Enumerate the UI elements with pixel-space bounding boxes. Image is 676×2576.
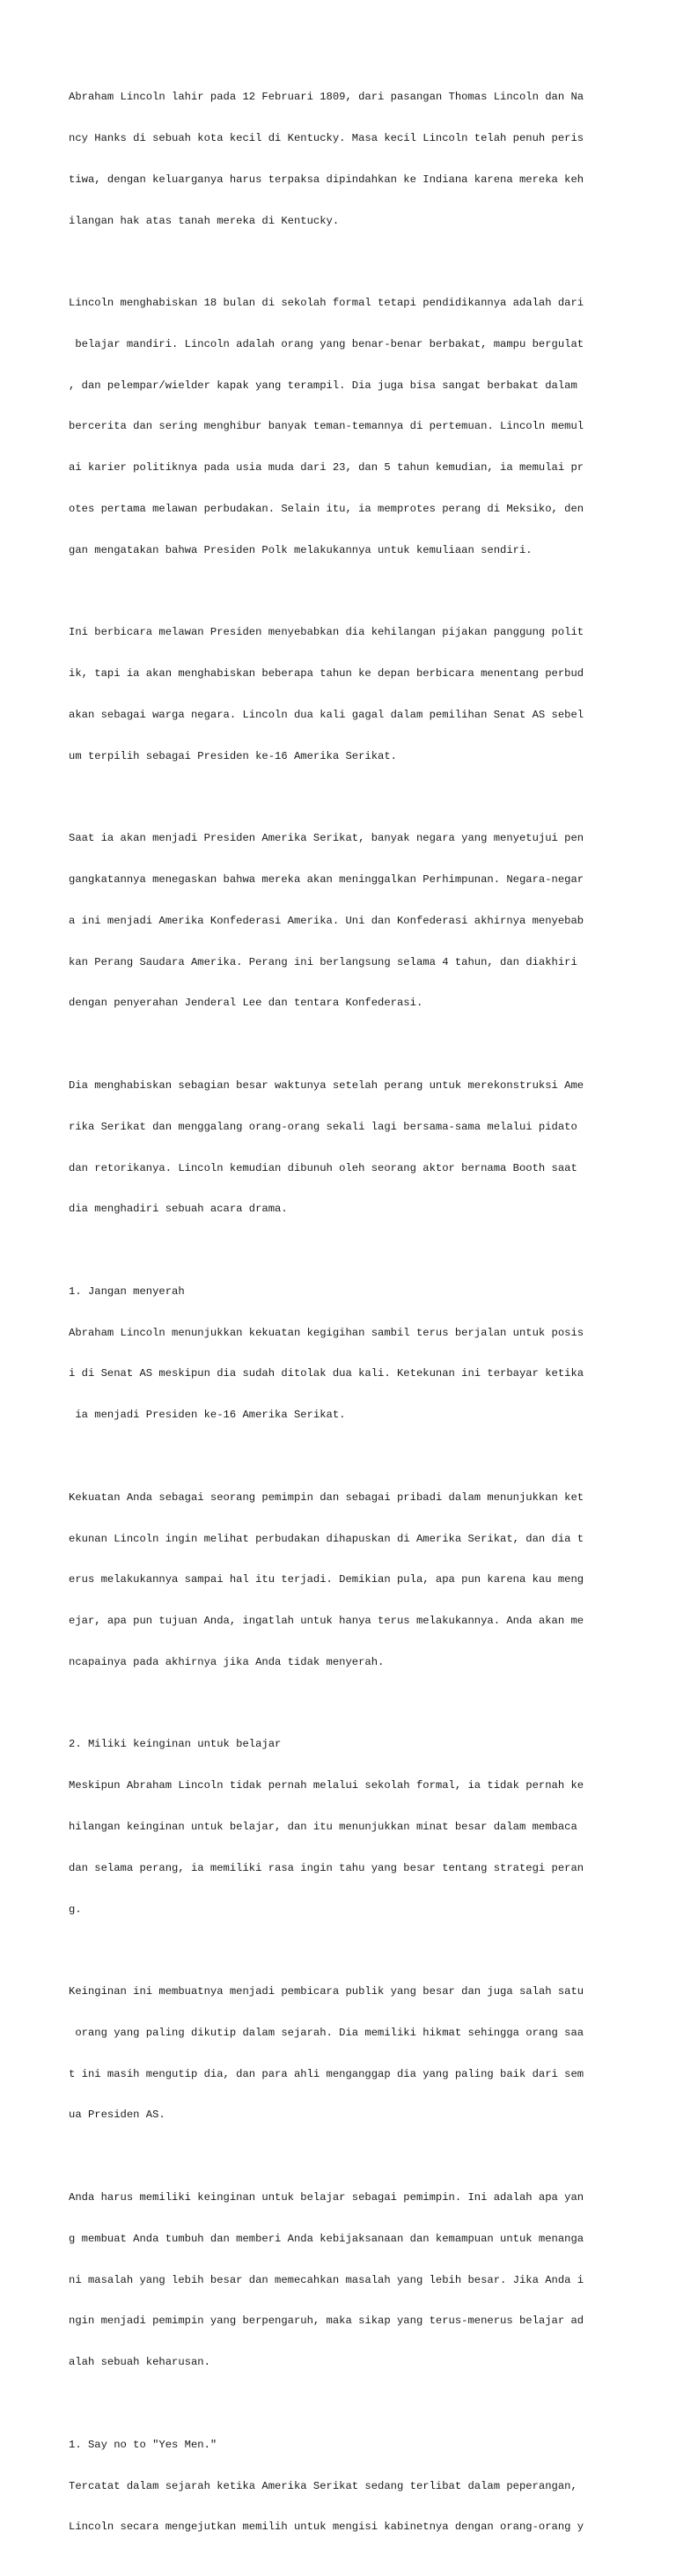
text-line: kan Perang Saudara Amerika. Perang ini berlangsung selama 4 tahun, dan diakhiri <box>69 955 577 968</box>
text-line: Abraham Lincoln menunjukkan kekuatan kegigihan sambil terus berjalan untuk posis <box>69 1326 584 1339</box>
text-line: Kekuatan Anda sebagai seorang pemimpin dan sebagai pribadi dalam menunjukkan ket <box>69 1490 584 1504</box>
text-line: ni masalah yang lebih besar dan memecahkan masalah yang lebih besar. Jika Anda i <box>69 2273 584 2286</box>
paragraph-lesson-2-learning <box>69 1711 614 1944</box>
text-line: Lincoln secara mengejutkan memilih untuk mengisi kabinetnya dengan orang-orang y <box>69 2521 584 2534</box>
text-line: g. <box>69 1903 82 1916</box>
text-line: ik, tapi ia akan menghabiskan beberapa tahun ke depan berbicara menentang perbud <box>69 667 584 681</box>
paragraph-lesson-yes-men <box>69 2411 614 2563</box>
text-line: ia menjadi Presiden ke-16 Amerika Serikat. <box>69 1409 346 1422</box>
paragraph-persistence <box>69 1464 614 1697</box>
paragraph-political-footing <box>69 599 614 791</box>
text-line: belajar mandiri. Lincoln adalah orang yang benar-benar berbakat, mampu bergulat <box>69 337 584 350</box>
text-line: , dan pelempar/wielder kapak yang terampil. Dia juga bisa sangat berbakat dalam <box>69 379 577 392</box>
text-line: dan selama perang, ia memiliki rasa ingin tahu yang besar tentang strategi peran <box>69 1861 584 1874</box>
text-line: Saat ia akan menjadi Presiden Amerika Serikat, banyak negara yang menyetujui pen <box>69 832 584 845</box>
text-line: Anda harus memiliki keinginan untuk belajar sebagai pemimpin. Ini adalah apa yan <box>69 2191 584 2204</box>
text-line: ejar, apa pun tujuan Anda, ingatlah untuk hanya terus melakukannya. Anda akan me <box>69 1615 584 1628</box>
paragraph-reconstruction <box>69 1052 614 1244</box>
paragraph-lincoln-birth <box>69 63 614 255</box>
text-line: erus melakukannya sampai hal itu terjadi. Demikian pula, apa pun karena kau meng <box>69 1573 584 1586</box>
section-heading: 1. Jangan menyerah <box>69 1284 185 1298</box>
text-line: Lincoln menghabiskan 18 bulan di sekolah formal tetapi pendidikannya adalah dari <box>69 297 584 310</box>
text-line: dengan penyerahan Jenderal Lee dan tentara Konfederasi. <box>69 997 423 1010</box>
text-line: Keinginan ini membuatnya menjadi pembicara publik yang besar dan juga salah satu <box>69 1985 584 1998</box>
text-line: Meskipun Abraham Lincoln tidak pernah melalui sekolah formal, ia tidak pernah ke <box>69 1779 584 1792</box>
text-line: Ini berbicara melawan Presiden menyebabkan dia kehilangan pijakan panggung polit <box>69 626 584 639</box>
text-line: dia menghadiri sebuah acara drama. <box>69 1203 288 1216</box>
paragraph-civil-war <box>69 805 614 1038</box>
text-line: ngin menjadi pemimpin yang berpengaruh, maka sikap yang terus-menerus belajar ad <box>69 2315 584 2328</box>
text-line: i di Senat AS meskipun dia sudah ditolak dua kali. Ketekunan ini terbayar ketika <box>69 1367 584 1380</box>
text-line: ekunan Lincoln ingin melihat perbudakan dihapuskan di Amerika Serikat, dan dia t <box>69 1532 584 1545</box>
text-line: Tercatat dalam sejarah ketika Amerika Serikat sedang terlibat dalam peperangan, <box>69 2479 577 2492</box>
text-line: a ini menjadi Amerika Konfederasi Amerika. Uni dan Konfederasi akhirnya menyebab <box>69 914 584 927</box>
text-line: Abraham Lincoln lahir pada 12 Februari 1809, dari pasangan Thomas Lincoln dan Na <box>69 91 584 104</box>
text-line: hilangan keinginan untuk belajar, dan itu menunjukkan minat besar dalam membaca <box>69 1821 577 1833</box>
text-line: alah sebuah keharusan. <box>69 2356 210 2369</box>
text-line: Dia menghabiskan sebagian besar waktunya setelah perang untuk merekonstruksi Ame <box>69 1078 584 1092</box>
text-line: otes pertama melawan perbudakan. Selain itu, ia memprotes perang di Meksiko, den <box>69 503 584 515</box>
text-line: akan sebagai warga negara. Lincoln dua kali gagal dalam pemilihan Senat AS sebel <box>69 708 584 721</box>
paragraph-public-speaker <box>69 1958 614 2150</box>
paragraph-lincoln-education <box>69 269 614 585</box>
text-line: ncapainya pada akhirnya jika Anda tidak menyerah. <box>69 1655 385 1668</box>
paragraph-desire-to-learn <box>69 2164 614 2397</box>
text-line: g membuat Anda tumbuh dan memberi Anda kebijaksanaan dan kemampuan untuk menanga <box>69 2232 584 2245</box>
text-line: t ini masih mengutip dia, dan para ahli menganggap dia yang paling baik dari sem <box>69 2067 584 2080</box>
text-line: bercerita dan sering menghibur banyak teman-temannya di pertemuan. Lincoln memul <box>69 420 584 433</box>
paragraph-lesson-1-dont-give-up <box>69 1258 614 1450</box>
text-line: ua Presiden AS. <box>69 2109 165 2122</box>
text-line: um terpilih sebagai Presiden ke-16 Amerika Serikat. <box>69 749 397 762</box>
text-line: orang yang paling dikutip dalam sejarah. Dia memiliki hikmat sehingga orang saa <box>69 2026 584 2039</box>
text-line: rika Serikat dan menggalang orang-orang sekali lagi bersama-sama melalui pidato <box>69 1120 577 1133</box>
section-heading: 1. Say no to "Yes Men." <box>69 2438 217 2451</box>
text-line: tiwa, dengan keluarganya harus terpaksa dipindahkan ke Indiana karena mereka keh <box>69 173 584 186</box>
document-page <box>69 63 614 2576</box>
text-line: ilangan hak atas tanah mereka di Kentucky. <box>69 214 340 227</box>
text-line: ai karier politiknya pada usia muda dari 23, dan 5 tahun kemudian, ia memulai pr <box>69 461 584 475</box>
text-line: gangkatannya menegaskan bahwa mereka akan meninggalkan Perhimpunan. Negara-negar <box>69 873 584 887</box>
text-line: dan retorikanya. Lincoln kemudian dibunuh oleh seorang aktor bernama Booth saat <box>69 1161 577 1174</box>
section-heading: 2. Miliki keinginan untuk belajar <box>69 1738 282 1751</box>
text-line: ncy Hanks di sebuah kota kecil di Kentucky. Masa kecil Lincoln telah penuh peris <box>69 131 584 144</box>
text-line: gan mengatakan bahwa Presiden Polk melakukannya untuk kemuliaan sendiri. <box>69 543 533 556</box>
